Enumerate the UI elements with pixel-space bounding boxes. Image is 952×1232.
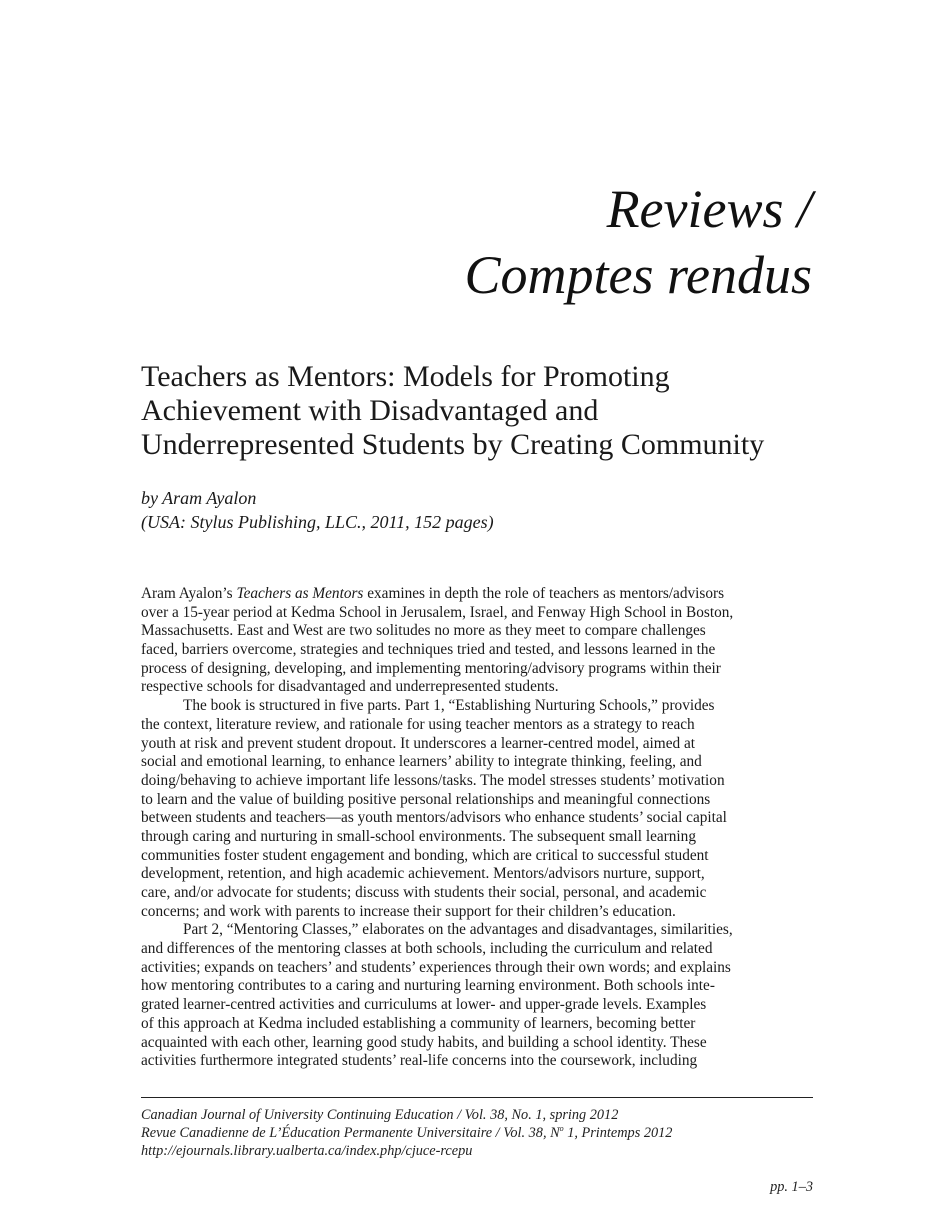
section-heading-english: Reviews / [606, 179, 812, 239]
text-line: doing/behaving to achieve important life lessons/tasks. The model stresses students’ motivation [141, 771, 725, 789]
text-line: to learn and the value of building positive personal relationships and meaningful connections [141, 790, 711, 808]
text-line: Part 2, “Mentoring Classes,” elaborates on the advantages and disadvantages, similarities, [183, 921, 733, 939]
journal-citation-english: Canadian Journal of University Continuing Education / Vol. 38, No. 1, spring 2012 [141, 1107, 619, 1123]
text-line: care, and/or advocate for students; discuss with students their social, personal, and academic [141, 884, 707, 901]
author: by Aram Ayalon [141, 488, 257, 508]
book-title: Teachers as Mentors [236, 585, 364, 602]
section-heading [465, 176, 813, 308]
footer-divider [141, 1097, 813, 1098]
review-title-line: Teachers as Mentors: Models for Promoting [141, 360, 670, 393]
number-superscript: o [559, 1124, 564, 1134]
section-heading-french: Comptes rendus [464, 245, 812, 305]
text-line: process of designing, developing, and implementing mentoring/advisory programs within their [141, 659, 721, 677]
text-line: acquainted with each other, learning good study habits, and building a school identity. These [141, 1033, 707, 1051]
text-line: through caring and nurturing in small-school environments. The subsequent small learning [141, 827, 696, 845]
text-line: between students and teachers—as youth mentors/advisors who enhance students’ social capital [141, 809, 727, 827]
text-span: 1, Printemps 2012 [563, 1125, 673, 1141]
review-title-line: Underrepresented Students by Creating Community [141, 428, 765, 461]
paragraph-2 [141, 697, 817, 921]
text-line: The book is structured in five parts. Part 1, “Establishing Nurturing Schools,” provides [183, 697, 715, 715]
journal-footer [141, 1106, 821, 1160]
journal-url[interactable]: http://ejournals.library.ualberta.ca/index.php/cjuce-rcepu [141, 1143, 473, 1159]
text-line: youth at risk and prevent student dropout. It underscores a learner-centred model, aimed at [141, 734, 696, 752]
text-line: development, retention, and high academic achievement. Mentors/advisors nurture, support, [141, 865, 705, 883]
text-span: examines in depth the role of teachers as mentors/advisors [363, 585, 725, 602]
journal-citation-french [141, 1124, 821, 1142]
text-line: of this approach at Kedma included establishing a community of learners, becoming better [141, 1014, 696, 1032]
text-line: and differences of the mentoring classes at both schools, including the curriculum and related [141, 940, 713, 958]
paragraph-1 [141, 585, 817, 697]
text-line: Massachusetts. East and West are two solitudes no more as they meet to compare challenges [141, 622, 706, 640]
text-line: social and emotional learning, to enhance learners’ ability to integrate thinking, feeling, and [141, 753, 702, 771]
review-title [141, 360, 821, 462]
text-line: grated learner-centred activities and curriculums at lower- and upper-grade levels. Examples [141, 996, 707, 1014]
text-line: how mentoring contributes to a caring and nurturing learning environment. Both schools inte- [141, 977, 715, 995]
text-span: Aram Ayalon’s [141, 585, 237, 602]
text-line: faced, barriers overcome, strategies and techniques tried and tested, and lessons learned in the [141, 641, 716, 659]
text-line: the context, literature review, and rationale for using teacher mentors as a strategy to reach [141, 715, 695, 733]
text-span: Revue Canadienne de L’Éducation Permanente Universitaire / Vol. 38, N [141, 1125, 560, 1141]
text-line: respective schools for disadvantaged and underrepresented students. [141, 678, 559, 696]
review-title-line: Achievement with Disadvantaged and [141, 394, 599, 427]
publication-details: (USA: Stylus Publishing, LLC., 2011, 152 pages) [141, 512, 494, 532]
text-line [141, 585, 817, 604]
page-range: pp. 1–3 [770, 1179, 813, 1195]
review-body [141, 585, 817, 1071]
text-line: concerns; and work with parents to increase their support for their children’s education. [141, 902, 676, 920]
byline [141, 486, 821, 534]
text-line: over a 15-year period at Kedma School in Jerusalem, Israel, and Fenway High School in Boston, [141, 603, 734, 621]
paragraph-3 [141, 921, 817, 1071]
text-line: activities; expands on teachers’ and students’ experiences through their own words; and explains [141, 958, 731, 976]
text-line: communities foster student engagement and bonding, which are critical to successful student [141, 846, 709, 864]
text-line: activities furthermore integrated students’ real-life concerns into the coursework, including [141, 1052, 698, 1070]
